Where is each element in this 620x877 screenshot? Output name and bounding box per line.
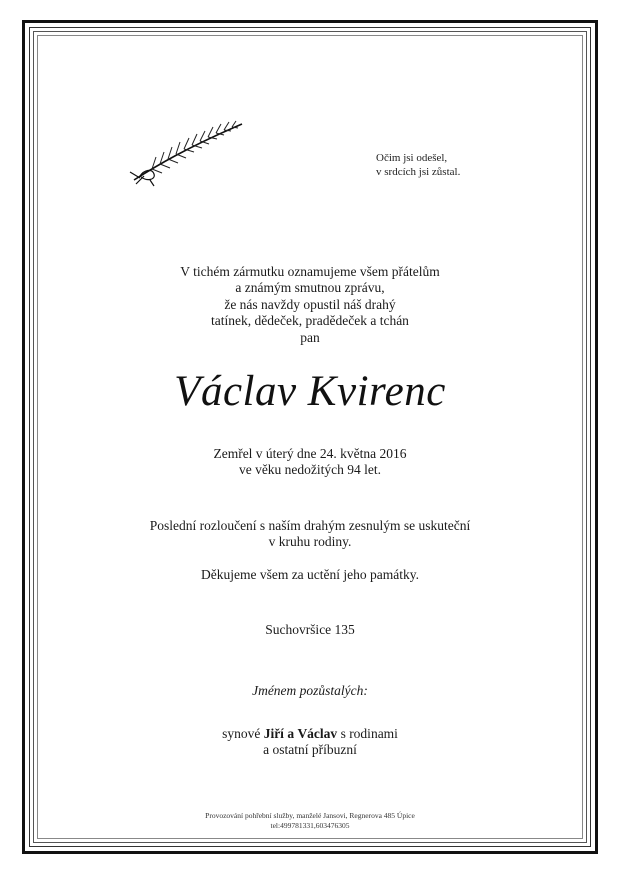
sons-prefix: synové	[222, 726, 261, 741]
farewell-info	[40, 518, 580, 551]
intro-line-2: a známým smutnou zprávu,	[235, 280, 385, 296]
sons-conjunction: a	[287, 726, 295, 741]
thanks-text: Děkujeme všem za uctění jeho památky.	[200, 567, 420, 582]
son-2-name: Václav	[297, 726, 338, 741]
farewell-line-1: Poslední rozloučení s naším drahým zesnulým se uskuteční	[149, 518, 471, 533]
footer-line-2: tel:499781331,603476305	[270, 821, 350, 830]
motto	[376, 151, 506, 179]
farewell-line-2: v kruhu rodiny.	[268, 534, 352, 550]
intro-line-4: tatínek, dědeček, pradědeček a tchán	[211, 313, 409, 329]
survivors-line-1	[40, 726, 580, 742]
motto-line-2: v srdcích jsi zůstal.	[376, 166, 461, 178]
on-behalf-line	[40, 683, 580, 699]
motto-line-1: Očim jsi odešel,	[376, 152, 448, 164]
intro-line-1: V tichém zármutku oznamujeme všem přátelům	[180, 264, 440, 279]
death-line-2: ve věku nedožitých 94 let.	[238, 462, 382, 478]
behalf-text: Jménem pozůstalých:	[252, 683, 368, 698]
footer-line-1: Provozování pohřební služby, manželé Jansovi, Regnerova 485 Úpice	[205, 811, 415, 820]
announcement-intro	[40, 264, 580, 346]
death-info	[40, 446, 580, 479]
funeral-service-footer	[40, 811, 580, 831]
address-line	[40, 622, 580, 638]
son-1-name: Jiří	[263, 726, 284, 741]
palm-branch-icon	[126, 118, 248, 188]
intro-line-3: že nás navždy opustil náš drahý	[224, 296, 396, 312]
survivors	[40, 726, 580, 759]
address-text: Suchovršice 135	[265, 622, 355, 637]
intro-line-5: pan	[300, 329, 320, 345]
sons-suffix: s rodinami	[340, 726, 398, 741]
thanks-line	[40, 567, 580, 583]
deceased-name: Václav Kvirenc	[174, 368, 446, 415]
survivors-line-2: a ostatní příbuzní	[263, 742, 357, 758]
death-line-1: Zemřel v úterý dne 24. května 2016	[213, 446, 407, 461]
